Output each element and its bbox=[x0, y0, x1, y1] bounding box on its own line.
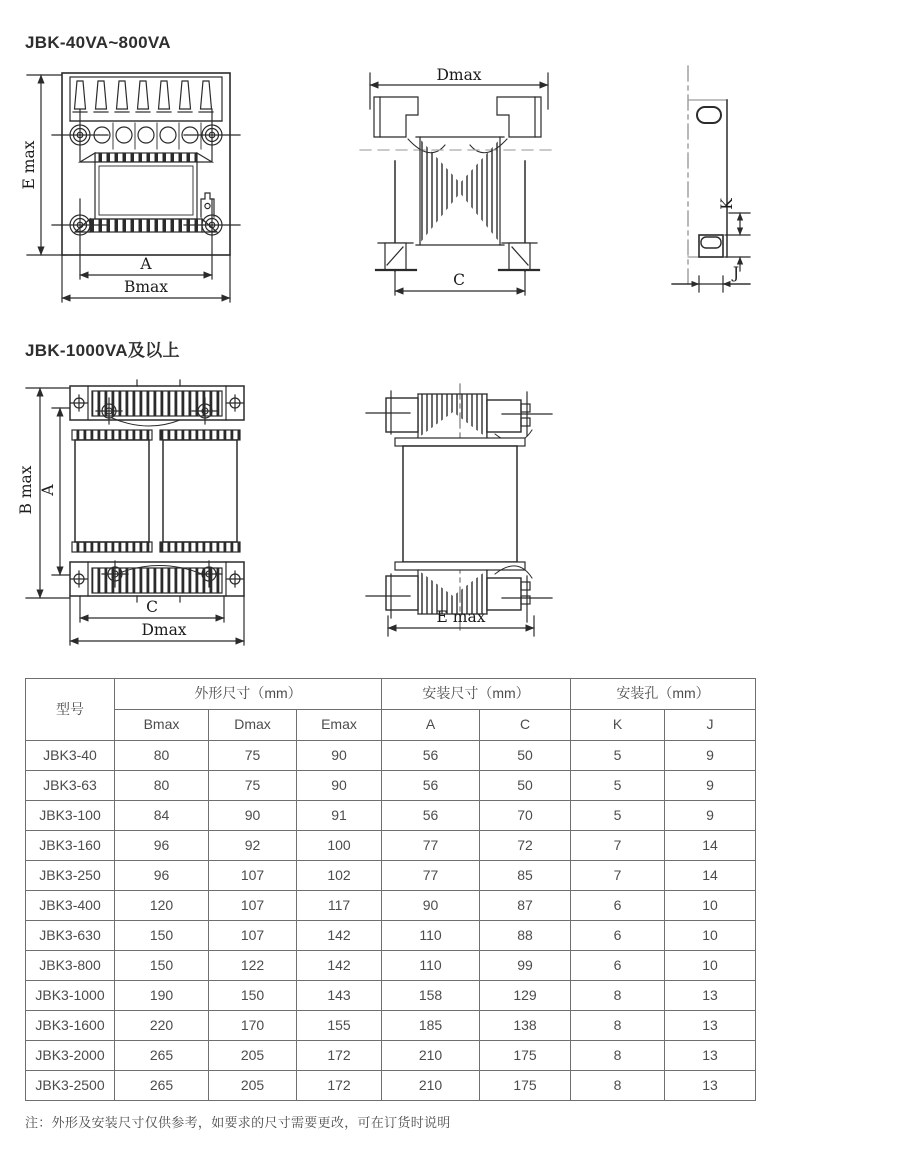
value-cell: 99 bbox=[480, 951, 571, 981]
table-row bbox=[26, 861, 756, 891]
value-cell: 265 bbox=[115, 1041, 209, 1071]
top-right-bracket bbox=[487, 392, 552, 442]
value-cell: 5 bbox=[571, 741, 665, 771]
table-row bbox=[26, 741, 756, 771]
value-cell: 170 bbox=[209, 1011, 297, 1041]
value-cell: 107 bbox=[209, 891, 297, 921]
footnote: 注：外形及安装尺寸仅供参考，如要求的尺寸需要更改，可在订货时说明 bbox=[25, 1115, 451, 1130]
a-label: A bbox=[39, 484, 57, 496]
value-cell: 175 bbox=[480, 1041, 571, 1071]
drawing-large-front bbox=[12, 378, 247, 653]
coil-body bbox=[403, 446, 517, 562]
value-cell: 50 bbox=[480, 741, 571, 771]
col-header-a: A bbox=[382, 710, 480, 741]
value-cell: 143 bbox=[297, 981, 382, 1011]
value-cell: 84 bbox=[115, 801, 209, 831]
value-cell: 10 bbox=[665, 891, 756, 921]
value-cell: 110 bbox=[382, 921, 480, 951]
value-cell: 122 bbox=[209, 951, 297, 981]
bmax-label: B max bbox=[17, 465, 35, 515]
emax-dimension bbox=[388, 608, 534, 636]
value-cell: 75 bbox=[209, 771, 297, 801]
a-label: A bbox=[140, 255, 152, 273]
value-cell: 77 bbox=[382, 831, 480, 861]
table-row bbox=[26, 771, 756, 801]
top-coil-fan bbox=[418, 394, 487, 438]
value-cell: 172 bbox=[297, 1041, 382, 1071]
value-cell: 10 bbox=[665, 921, 756, 951]
header-sub-row bbox=[26, 710, 756, 741]
value-cell: 50 bbox=[480, 771, 571, 801]
value-cell: 85 bbox=[480, 861, 571, 891]
col-header-dmax: Dmax bbox=[209, 710, 297, 741]
col-header-model: 型号 bbox=[26, 679, 115, 741]
table-row bbox=[26, 801, 756, 831]
bottom-terminal-block bbox=[70, 561, 244, 602]
table-row bbox=[26, 981, 756, 1011]
value-cell: 102 bbox=[297, 861, 382, 891]
k-label: K bbox=[718, 198, 736, 210]
value-cell: 8 bbox=[571, 1011, 665, 1041]
value-cell: 150 bbox=[209, 981, 297, 1011]
upper-rail bbox=[80, 153, 212, 162]
value-cell: 9 bbox=[665, 741, 756, 771]
value-cell: 185 bbox=[382, 1011, 480, 1041]
value-cell: 117 bbox=[297, 891, 382, 921]
value-cell: 13 bbox=[665, 1011, 756, 1041]
value-cell: 138 bbox=[480, 1011, 571, 1041]
col-header-j: J bbox=[665, 710, 756, 741]
col-header-k: K bbox=[571, 710, 665, 741]
j-label: J bbox=[732, 264, 740, 282]
value-cell: 14 bbox=[665, 831, 756, 861]
table-row bbox=[26, 891, 756, 921]
value-cell: 142 bbox=[297, 921, 382, 951]
value-cell: 110 bbox=[382, 951, 480, 981]
bottom-right-bracket bbox=[487, 566, 552, 622]
value-cell: 100 bbox=[297, 831, 382, 861]
drawing-mounting-profile bbox=[660, 58, 845, 303]
value-cell: 142 bbox=[297, 951, 382, 981]
coil-core bbox=[416, 137, 504, 245]
value-cell: 220 bbox=[115, 1011, 209, 1041]
value-cell: 265 bbox=[115, 1071, 209, 1101]
value-cell: 96 bbox=[115, 831, 209, 861]
value-cell: 190 bbox=[115, 981, 209, 1011]
dmax-label: Dmax bbox=[141, 621, 187, 639]
side-legs bbox=[395, 161, 525, 271]
table-row bbox=[26, 951, 756, 981]
value-cell: 13 bbox=[665, 1071, 756, 1101]
bottom-cap bbox=[395, 562, 525, 570]
top-left-bracket bbox=[366, 391, 418, 434]
col-header-c: C bbox=[480, 710, 571, 741]
value-cell: 120 bbox=[115, 891, 209, 921]
k-dimension bbox=[718, 198, 750, 235]
value-cell: 90 bbox=[297, 741, 382, 771]
bmax-label: Bmax bbox=[123, 278, 169, 296]
feet bbox=[376, 243, 539, 270]
value-cell: 210 bbox=[382, 1041, 480, 1071]
value-cell: 9 bbox=[665, 801, 756, 831]
core-window bbox=[95, 162, 197, 219]
group-header-holes: 安装孔（mm） bbox=[571, 679, 756, 710]
value-cell: 158 bbox=[382, 981, 480, 1011]
drawing-small-front bbox=[20, 65, 230, 310]
value-cell: 91 bbox=[297, 801, 382, 831]
model-cell: JBK3-40 bbox=[26, 741, 115, 771]
dmax-label: Dmax bbox=[436, 66, 482, 84]
model-cell: JBK3-800 bbox=[26, 951, 115, 981]
c-dimension bbox=[80, 596, 224, 622]
value-cell: 205 bbox=[209, 1071, 297, 1101]
value-cell: 6 bbox=[571, 951, 665, 981]
plate bbox=[688, 100, 727, 257]
model-cell: JBK3-100 bbox=[26, 801, 115, 831]
value-cell: 92 bbox=[209, 831, 297, 861]
model-cell: JBK3-400 bbox=[26, 891, 115, 921]
value-cell: 77 bbox=[382, 861, 480, 891]
model-cell: JBK3-630 bbox=[26, 921, 115, 951]
value-cell: 6 bbox=[571, 921, 665, 951]
value-cell: 72 bbox=[480, 831, 571, 861]
dimensions-table bbox=[25, 678, 756, 1101]
col-header-emax: Emax bbox=[297, 710, 382, 741]
value-cell: 175 bbox=[480, 1071, 571, 1101]
value-cell: 5 bbox=[571, 771, 665, 801]
top-brackets bbox=[374, 97, 541, 153]
value-cell: 9 bbox=[665, 771, 756, 801]
value-cell: 13 bbox=[665, 981, 756, 1011]
value-cell: 5 bbox=[571, 801, 665, 831]
value-cell: 10 bbox=[665, 951, 756, 981]
model-cell: JBK3-1000 bbox=[26, 981, 115, 1011]
top-terminal-block bbox=[70, 380, 244, 426]
value-cell: 80 bbox=[115, 771, 209, 801]
j-dimension bbox=[672, 257, 750, 292]
value-cell: 150 bbox=[115, 921, 209, 951]
emax-dimension bbox=[20, 75, 65, 255]
top-cap bbox=[395, 438, 525, 446]
section1-title: JBK-40VA~800VA bbox=[25, 33, 171, 52]
value-cell: 8 bbox=[571, 981, 665, 1011]
c-dimension bbox=[395, 271, 525, 295]
value-cell: 7 bbox=[571, 831, 665, 861]
value-cell: 90 bbox=[209, 801, 297, 831]
c-label: C bbox=[453, 271, 465, 289]
group-header-outline: 外形尺寸（mm） bbox=[115, 679, 382, 710]
value-cell: 88 bbox=[480, 921, 571, 951]
value-cell: 107 bbox=[209, 861, 297, 891]
emax-label: E max bbox=[20, 140, 38, 190]
value-cell: 6 bbox=[571, 891, 665, 921]
value-cell: 56 bbox=[382, 741, 480, 771]
value-cell: 155 bbox=[297, 1011, 382, 1041]
drawing-small-side bbox=[350, 65, 565, 305]
value-cell: 70 bbox=[480, 801, 571, 831]
value-cell: 172 bbox=[297, 1071, 382, 1101]
value-cell: 14 bbox=[665, 861, 756, 891]
model-cell: JBK3-250 bbox=[26, 861, 115, 891]
value-cell: 80 bbox=[115, 741, 209, 771]
value-cell: 87 bbox=[480, 891, 571, 921]
model-cell: JBK3-2000 bbox=[26, 1041, 115, 1071]
value-cell: 96 bbox=[115, 861, 209, 891]
a-dimension bbox=[80, 255, 212, 275]
value-cell: 75 bbox=[209, 741, 297, 771]
value-cell: 205 bbox=[209, 1041, 297, 1071]
table-row bbox=[26, 831, 756, 861]
value-cell: 13 bbox=[665, 1041, 756, 1071]
model-cell: JBK3-63 bbox=[26, 771, 115, 801]
value-cell: 56 bbox=[382, 771, 480, 801]
table-row bbox=[26, 1041, 756, 1071]
header-group-row bbox=[26, 679, 756, 710]
dimensions-table-wrapper bbox=[25, 678, 756, 1101]
bottom-left-bracket bbox=[366, 574, 418, 618]
coils bbox=[72, 430, 240, 552]
value-cell: 8 bbox=[571, 1041, 665, 1071]
value-cell: 90 bbox=[297, 771, 382, 801]
section2-title: JBK-1000VA及以上 bbox=[25, 341, 180, 360]
col-header-bmax: Bmax bbox=[115, 710, 209, 741]
foot bbox=[699, 235, 723, 257]
value-cell: 7 bbox=[571, 861, 665, 891]
value-cell: 107 bbox=[209, 921, 297, 951]
value-cell: 8 bbox=[571, 1071, 665, 1101]
value-cell: 129 bbox=[480, 981, 571, 1011]
drawing-large-side bbox=[350, 378, 570, 656]
value-cell: 56 bbox=[382, 801, 480, 831]
model-cell: JBK3-2500 bbox=[26, 1071, 115, 1101]
model-cell: JBK3-160 bbox=[26, 831, 115, 861]
group-header-mounting: 安装尺寸（mm） bbox=[382, 679, 571, 710]
table-row bbox=[26, 1011, 756, 1041]
c-label: C bbox=[146, 598, 158, 616]
model-cell: JBK3-1600 bbox=[26, 1011, 115, 1041]
emax-label: E max bbox=[436, 608, 486, 626]
value-cell: 210 bbox=[382, 1071, 480, 1101]
table-row bbox=[26, 1071, 756, 1101]
value-cell: 150 bbox=[115, 951, 209, 981]
value-cell: 90 bbox=[382, 891, 480, 921]
table-row bbox=[26, 921, 756, 951]
